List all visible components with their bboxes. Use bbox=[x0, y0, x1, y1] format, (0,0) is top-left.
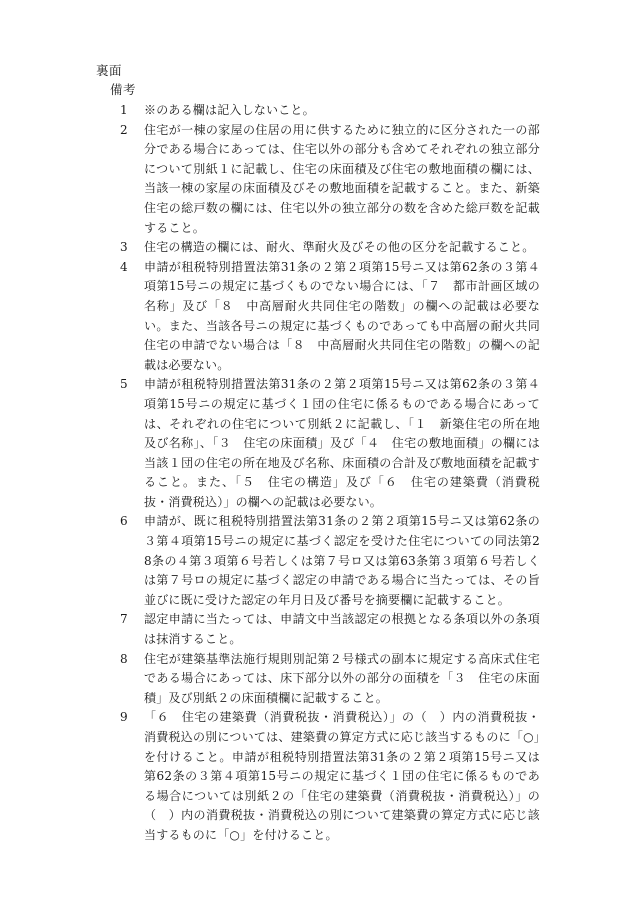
remark-item bbox=[108, 101, 540, 121]
remark-number: 7 bbox=[120, 612, 128, 627]
remark-text: 申請が租税特別措置法第31条の２第２項第15号ニ又は第62条の３第４項第15号ニの規定に基づく１団の住宅に係るものである場合にあっては、それぞれの住宅について別紙２に記載し、「１ 新築住宅の所在地及び名称」、「３ 住宅の床面積」及び「４ 住宅の敷地面積」の欄には当該１団の住宅の所在地及び名称、床面積の合計及び敷地面積を記載すること。また、「５ 住宅の構造」及び「６ 住宅の建築費（消費税抜・消費税込）」の欄への記載は必要ない。 bbox=[144, 377, 540, 509]
remark-number: 9 bbox=[120, 710, 128, 725]
remarks-heading: 備考 bbox=[110, 82, 137, 97]
remark-item bbox=[108, 610, 540, 649]
remark-item bbox=[108, 238, 540, 258]
remark-item bbox=[108, 512, 540, 610]
remark-number: 2 bbox=[120, 122, 128, 137]
remark-item bbox=[108, 258, 540, 376]
remark-item bbox=[108, 375, 540, 512]
remark-text: 申請が租税特別措置法第31条の２第２項第15号ニ又は第62条の３第４項第15号ニの規定に基づくものでない場合には、「７ 都市計画区域の名称」及び「８ 中高層耐火共同住宅の階数」の欄への記載は必要ない。また、当該各号ニの規定に基づくものであっても中高層の耐火共同住宅の申請でない場合は「８ 中高層耐火共同住宅の階数」の欄への記載は必要ない。 bbox=[144, 259, 540, 372]
remark-text: 「６ 住宅の建築費（消費税抜・消費税込）」の（ ）内の消費税抜・消費税込の別については、建築費の算定方式に応じ該当するものに「○」を付けること。申請が租税特別措置法第31条の２第２項第15号ニ又は第62条の３第４項第15号ニの規定に基づく１団の住宅に係るものである場合については別紙２の「住宅の建築費（消費税抜・消費税込）」の（ ）内の消費税抜・消費税込の別について建築費の算定方式に応じ該当するものに「○」を付けること。 bbox=[144, 710, 540, 842]
remark-item bbox=[108, 650, 540, 709]
remark-item bbox=[108, 121, 540, 239]
remarks-list bbox=[108, 101, 540, 846]
remark-number: 3 bbox=[120, 240, 128, 255]
remark-number: 1 bbox=[120, 103, 128, 117]
remark-text: ※のある欄は記入しないこと。 bbox=[144, 103, 315, 117]
remark-text: 住宅の構造の欄には、耐火、準耐火及びその他の区分を記載すること。 bbox=[144, 240, 535, 255]
remark-number: 4 bbox=[120, 259, 128, 274]
remark-number: 5 bbox=[120, 377, 128, 392]
remark-text: 住宅が一棟の家屋の住居の用に供するために独立的に区分された一の部分である場合にあっては、住宅以外の部分も含めてそれぞれの独立部分について別紙１に記載し、住宅の床面積及び住宅の敷地面積の欄には、当該一棟の家屋の床面積及びその敷地面積を記載すること。また、新築住宅の総戸数の欄には、住宅以外の独立部分の数を含めた総戸数を記載すること。 bbox=[144, 122, 540, 235]
page-side-heading: 裏面 bbox=[96, 63, 123, 78]
remark-number: 8 bbox=[120, 651, 128, 666]
remark-text: 申請が、既に租税特別措置法第31条の２第２項第15号ニ又は第62条の３第４項第15号ニの規定に基づく認定を受けた住宅についての同法第28条の４第３項第６号若しくは第７号ロ又は第63条第３項第６号若しくは第７号ロの規定に基づく認定の申請である場合に当たっては、その旨並びに既に受けた認定の年月日及び番号を摘要欄に記載すること。 bbox=[144, 514, 540, 607]
remark-text: 住宅が建築基準法施行規則別記第２号様式の副本に規定する高床式住宅である場合にあっては、床下部分以外の部分の面積を「３ 住宅の床面積」及び別紙２の床面積欄に記載すること。 bbox=[144, 651, 540, 705]
remark-number: 6 bbox=[120, 514, 128, 529]
remark-text: 認定申請に当たっては、申請文中当該認定の根拠となる条項以外の条項は抹消すること。 bbox=[144, 612, 540, 647]
remark-item bbox=[108, 708, 540, 845]
